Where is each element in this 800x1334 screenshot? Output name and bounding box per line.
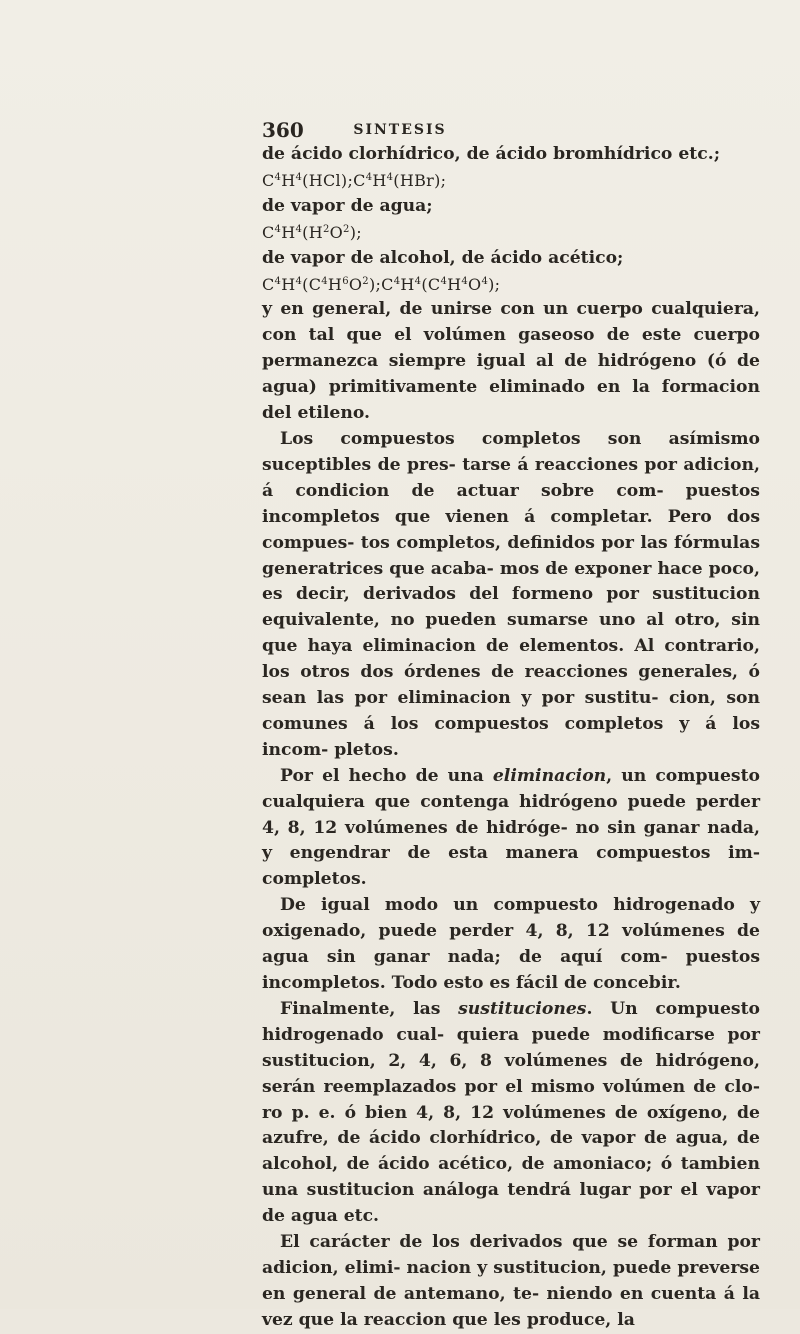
page-number: 360	[262, 118, 304, 142]
text-line: de vapor de agua;	[262, 195, 433, 216]
paragraph	[262, 764, 760, 894]
paragraph-text: Finalmente, las	[280, 998, 459, 1019]
paragraph: De igual modo un compuesto hidrogenado y oxigenado, puede perder 4, 8, 12 volúmenes de agua sin ganar nada; de aquí com- puestos incompletos. Todo esto es fácil de concebir.	[262, 895, 760, 993]
paragraph-text: . Un compuesto hidrogenado cual- quiera puede modificarse por sustitucion, 2, 4, 6, 8 volúmenes de hidrógeno, serán reemplazados por el mismo volúmen de clo- ro p. e. ó bien 4, 8, 12 volúmenes de oxígeno, de azufre, de ácido clorhídrico, de vapor de agua, de alcohol, de ácido acético, de amoniaco; ó tambien una sustitucion análoga tendrá lugar por el vapor de agua etc.	[262, 998, 760, 1227]
paragraph: El carácter de los derivados que se forman por adicion, elimi- nacion y sustitucion, puede preverse en general de antemano, te- niendo en cuenta á la vez que la reaccion que les produce, la	[262, 1232, 760, 1330]
paragraph: y en general, de unirse con un cuerpo cualquiera, con tal que el volúmen gaseoso de este cuerpo permanezca siempre igual al de hidrógeno (ó de agua) primitivamente eliminado en la formacion del etileno.	[262, 299, 760, 424]
page-body	[262, 142, 760, 1334]
chemical-formula: $C^4H^4(HCl);C^4H^4(HBr)$;	[262, 170, 447, 190]
chemical-formula: $C^4H^4(H^2O^2)$;	[262, 222, 362, 242]
italic-term: eliminacion	[492, 765, 607, 786]
text-line: de ácido clorhídrico, de ácido bromhídrico etc.;	[262, 144, 721, 164]
running-head: SINTESIS	[353, 122, 447, 138]
italic-term: sustituciones	[458, 998, 587, 1019]
chemical-formula: $C^4H^4(C^4H^6O^2);C^4H^4(C^4H^4O^4)$;	[262, 274, 501, 294]
paragraph: Los compuestos completos son asímismo suceptibles de pres- tarse á reacciones por adicion, á condicion de actuar sobre com- puestos incompletos que vienen á completar. Pero dos compues- tos completos, definidos por las fórmulas generatrices que acaba- mos de exponer hace poco, es decir, derivados del formeno por sustitucion equivalente, no pueden sumarse uno al otro, sin que haya eliminacion de elementos. Al contrario, los otros dos órdenes de reacciones generales, ó sean las por eliminacion y por sustitu- cion, son comunes á los compuestos completos y á los incom- pletos.	[262, 428, 760, 760]
text-line: de vapor de alcohol, de ácido acético;	[262, 247, 624, 268]
paragraph	[262, 997, 760, 1230]
paragraph-text: Por el hecho de una	[280, 765, 493, 786]
paragraph-text: , un compuesto cualquiera que contenga hidrógeno puede perder 4, 8, 12 volúmenes de hidróge- no sin ganar nada, y engendrar de esta manera compuestos im- completos.	[262, 765, 760, 890]
